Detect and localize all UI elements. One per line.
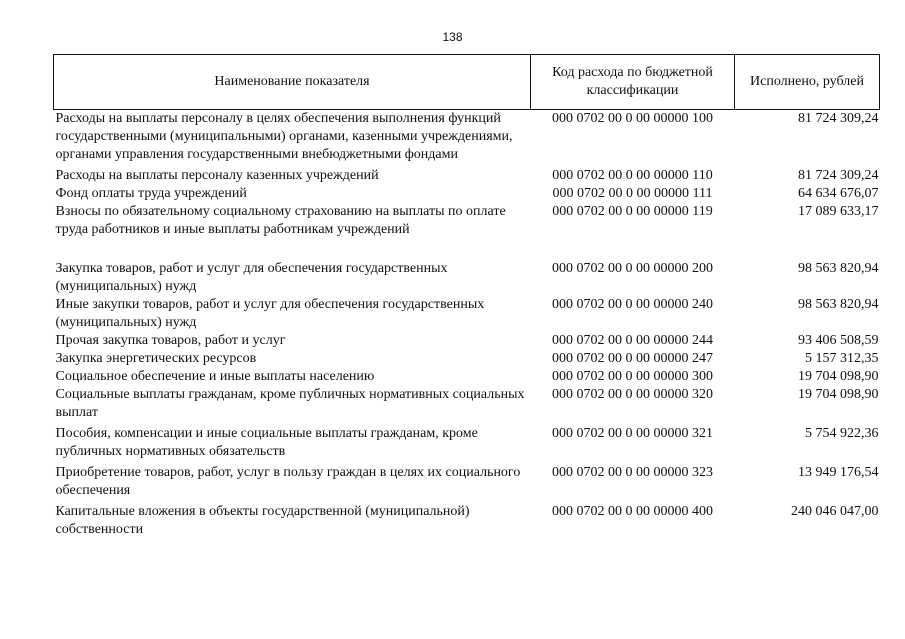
row-code: 000 0702 00 0 00 00000 111 xyxy=(552,186,713,201)
table-row xyxy=(54,461,880,500)
row-code: 000 0702 00 0 00 00000 321 xyxy=(552,426,713,441)
row-name: Закупка товаров, работ и услуг для обеспечения государственных (муниципальных) нужд xyxy=(55,261,448,294)
page-number: 138 xyxy=(442,30,463,44)
row-name: Прочая закупка товаров, работ и услуг xyxy=(55,333,286,348)
table-row xyxy=(54,332,880,350)
row-name: Расходы на выплаты персоналу казенных учреждений xyxy=(55,168,379,183)
row-name: Взносы по обязательному социальному страхованию на выплаты по оплате труда работников и иные выплаты работникам учреждений xyxy=(55,204,506,237)
row-value: 5 754 922,36 xyxy=(805,426,879,441)
row-value: 240 046 047,00 xyxy=(791,504,879,519)
row-name: Приобретение товаров, работ, услуг в пользу граждан в целях их социального обеспечения xyxy=(55,465,521,498)
row-value: 98 563 820,94 xyxy=(798,261,879,276)
row-value: 13 949 176,54 xyxy=(798,465,879,480)
row-value: 64 634 676,07 xyxy=(798,186,879,201)
row-code: 000 0702 00 0 00 00000 300 xyxy=(552,369,713,384)
row-name: Фонд оплаты труда учреждений xyxy=(55,186,247,201)
row-value: 17 089 633,17 xyxy=(798,204,879,219)
row-code: 000 0702 00 0 00 00000 320 xyxy=(552,387,713,402)
header-executed-amount: Исполнено, рублей xyxy=(735,55,880,110)
budget-execution-table xyxy=(53,54,880,539)
row-name: Иные закупки товаров, работ и услуг для обеспечения государственных (муниципальных) нужд xyxy=(55,297,485,330)
row-value: 98 563 820,94 xyxy=(798,297,879,312)
table-row xyxy=(54,422,880,461)
table-row xyxy=(54,239,880,296)
row-name: Пособия, компенсации и иные социальные выплаты гражданам, кроме публичных нормативных обязательств xyxy=(55,426,478,459)
row-code: 000 0702 00 0 00 00000 244 xyxy=(552,333,713,348)
row-code: 000 0702 00 0 00 00000 240 xyxy=(552,297,713,312)
header-expense-code: Код расхода по бюджетной классификации xyxy=(531,55,735,110)
table-row xyxy=(54,386,880,422)
table-row xyxy=(54,350,880,368)
row-value: 81 724 309,24 xyxy=(798,111,879,126)
header-indicator-name: Наименование показателя xyxy=(54,55,531,110)
table-row xyxy=(54,164,880,185)
row-name: Социальное обеспечение и иные выплаты населению xyxy=(55,369,375,384)
row-name: Расходы на выплаты персоналу в целях обеспечения выполнения функций государственными (муниципальными) органами, казенными учреждениями, органами управления государственными внебюджетными фондами xyxy=(55,111,513,162)
row-name: Капитальные вложения в объекты государственной (муниципальной) собственности xyxy=(55,504,470,537)
table-row xyxy=(54,296,880,332)
row-code: 000 0702 00 0 00 00000 247 xyxy=(552,351,713,366)
row-name: Социальные выплаты гражданам, кроме публичных нормативных социальных выплат xyxy=(55,387,525,420)
table-row xyxy=(54,185,880,203)
row-code: 000 0702 00 0 00 00000 200 xyxy=(552,261,713,276)
row-code: 000 0702 00 0 00 00000 119 xyxy=(552,204,713,219)
row-value: 19 704 098,90 xyxy=(798,387,879,402)
table-row xyxy=(54,203,880,239)
row-code: 000 0702 00 0 00 00000 110 xyxy=(552,168,713,183)
table-header-row xyxy=(54,55,880,110)
table-row xyxy=(54,368,880,386)
table-row xyxy=(54,110,880,165)
table-row xyxy=(54,500,880,539)
row-value: 5 157 312,35 xyxy=(805,351,879,366)
row-value: 19 704 098,90 xyxy=(798,369,879,384)
row-name: Закупка энергетических ресурсов xyxy=(55,351,257,366)
row-value: 81 724 309,24 xyxy=(798,168,879,183)
row-code: 000 0702 00 0 00 00000 400 xyxy=(552,504,713,519)
row-code: 000 0702 00 0 00 00000 323 xyxy=(552,465,713,480)
row-code: 000 0702 00 0 00 00000 100 xyxy=(552,111,713,126)
row-value: 93 406 508,59 xyxy=(798,333,879,348)
